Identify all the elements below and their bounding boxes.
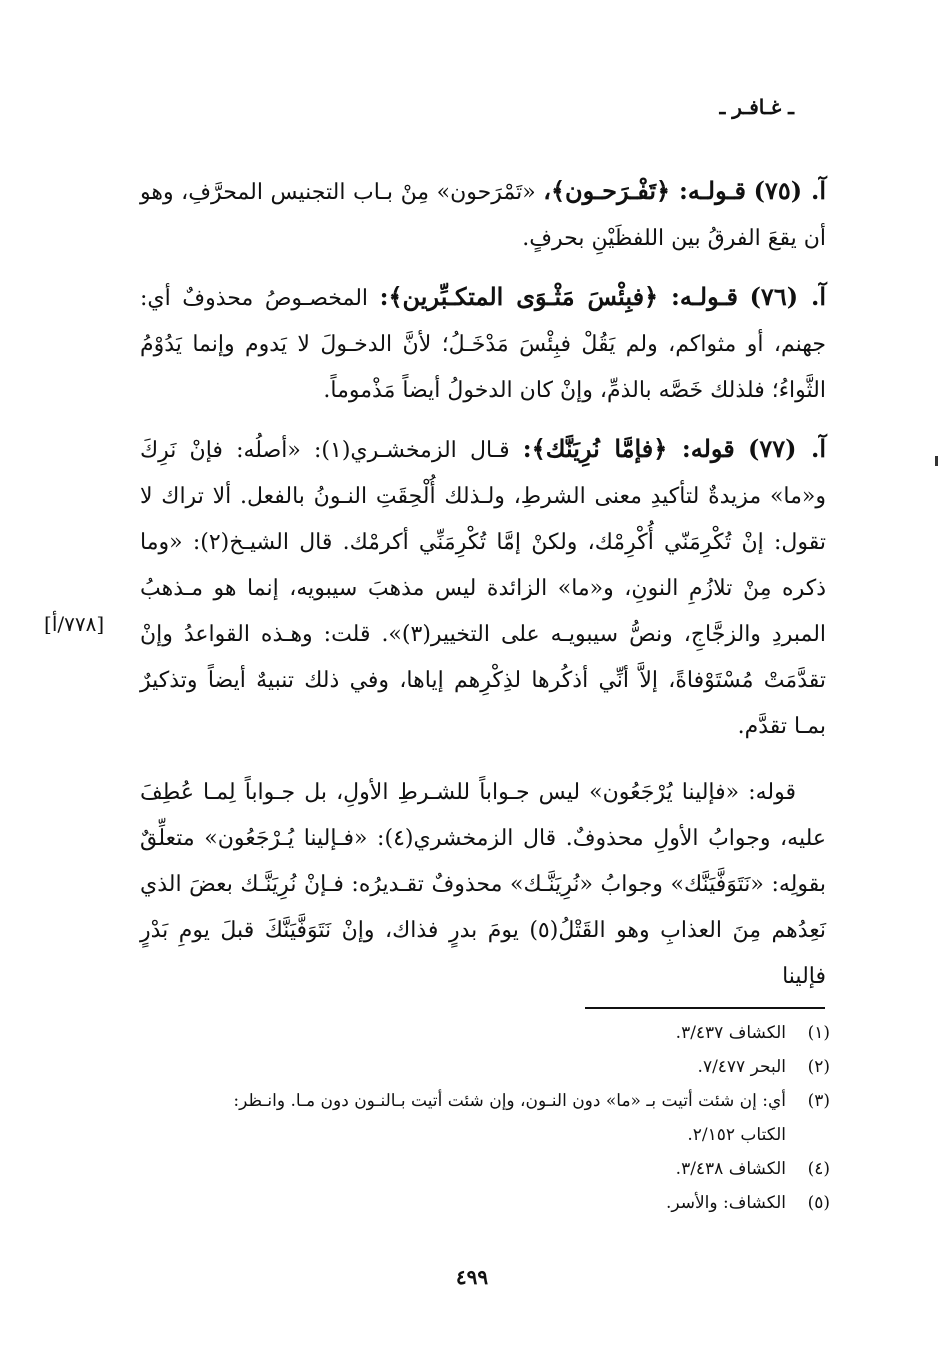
quoted-phrase: قوله: ﴿فإمَّا نُرِيَنَّك﴾: [522, 434, 735, 463]
footnote-number: (٥) [807, 1193, 830, 1213]
page-number: ٤٩٩ [455, 1265, 489, 1289]
footnote-text: أي: إن شئت أتيت بـ «ما» دون النـون، وإن شئت أتيت بـالنـون دون مـا. وانـظر: [233, 1091, 786, 1111]
edge-mark [935, 456, 938, 466]
paragraph-ayah-75 [140, 168, 826, 262]
quoted-phrase: قـولـه: ﴿تَفْـرَحـون﴾، [543, 176, 746, 205]
footnote-text: البحر ٧/٤٧٧. [697, 1057, 786, 1077]
ayah-reference: آ. (٧٧) [747, 434, 826, 463]
footnote-item [140, 1084, 830, 1118]
footnote-text: الكشاف ٣/٤٣٧. [675, 1023, 786, 1043]
footnote-item [140, 1050, 830, 1084]
paragraph-ayah-76 [140, 274, 826, 414]
commentary-text: قـال الزمخشـري(١): «أصلُه: فإنْ نَرِكَ و«ما» مزيدةٌ لتأكيدِ معنى الشرطِ، ولـذلك أُلْحِقَتِ النـونُ بالفعل. ألا تراك لا تقول: إنْ تُكْرِمَنّي أُكْرِمْك، ولكنْ إمَّا تُكْرِمَنِّي أكرمْك. قال الشيـخ(٢): «وما ذكره مِنْ تلازُمِ النونِ، و«ما» الزائدة ليس مذهبَ سيبويه، إنما هو مـذهبُ المبردِ والزجَّاجِ، ونصُّ سيبويـه على التخيير(٣)». قلت: وهـذه القواعدُ وإنْ تقدَّمَتْ مُسْتَوْفاةً، إلاَّ أنِّي أذكُرها لذِكْرِهم إياها، وفي ذلك تنبيهٌ أيضاً وتذكيرٌ بمـا تقدَّم. [140, 438, 827, 739]
footnote-number: (٢) [807, 1057, 830, 1077]
commentary-text: قوله: «فإلينا يُرْجَعُون» ليس جـواباً للشـرطِ الأولِ، بل جـواباً لِمـا عُطِفَ عليه، وجوابُ الأولِ محذوفٌ. قال الزمخشري(٤): «فـإلينا يُـرْجَعُون» متعلِّقٌ بقولِه: «نَتَوَفَّيَنَّك» وجوابُ «نُرِيَنَّـك» محذوفٌ تقـديرُه: فـإنْ نُرِيَنَّـك بعضَ الذي نَعِدُهم مِنَ العذابِ وهو القَتْلُ(٥) يومَ بدرٍ فذاك، وإنْ نَتَوَفَّيَنَّكَ قبلَ يومِ بَدْرٍ فإلينا [140, 780, 826, 989]
paragraph-ayah-77 [140, 426, 826, 750]
body-text [140, 168, 826, 1012]
commentary-text: «تَمْرَحون» مِنْ بـاب التجنيس المحرَّفِ، وهو أن يقعَ الفرقُ بين اللفظَيْنِ بحرفٍ. [140, 180, 826, 251]
footnote-text: الكشاف ٣/٤٣٨. [675, 1159, 786, 1179]
footnote-number: (٤) [807, 1159, 830, 1179]
footnote-item [140, 1152, 830, 1186]
quoted-phrase: قـولـه: ﴿فبِئْسَ مَثْـوَى المتكـبِّرين﴾: [379, 282, 738, 311]
footnote-item [140, 1186, 830, 1220]
ayah-reference: آ. (٧٦) [749, 282, 826, 311]
footnote-number: (٣) [807, 1091, 830, 1111]
footnote-divider [585, 1007, 825, 1009]
footnote-text: الكشاف: والأسر. [665, 1193, 786, 1213]
footnotes [140, 1016, 830, 1220]
footnote-item [140, 1016, 830, 1050]
manuscript-folio-marker: [٧٧٨/أ] [44, 612, 105, 636]
footnote-continuation: الكتاب ٢/١٥٢. [687, 1125, 786, 1145]
paragraph-continuation [140, 770, 826, 1000]
footnote-number: (١) [807, 1023, 830, 1043]
commentary-text: المخصـوصُ محذوفٌ أي: جهنم، أو مثواكم، ولم يَقُلْ فبِئْسَ مَدْخَـلُ؛ لأنَّ الدخـولَ لا يَدوم وإنما يَدُوْمُ الثَّواءُ؛ فلذلك خَصَّه بالذمِّ، وإنْ كان الدخولُ أيضاً مَذْموماً. [140, 286, 826, 403]
ayah-reference: آ. (٧٥) [753, 176, 827, 205]
running-head: ـ غـافـر ـ [719, 95, 794, 119]
